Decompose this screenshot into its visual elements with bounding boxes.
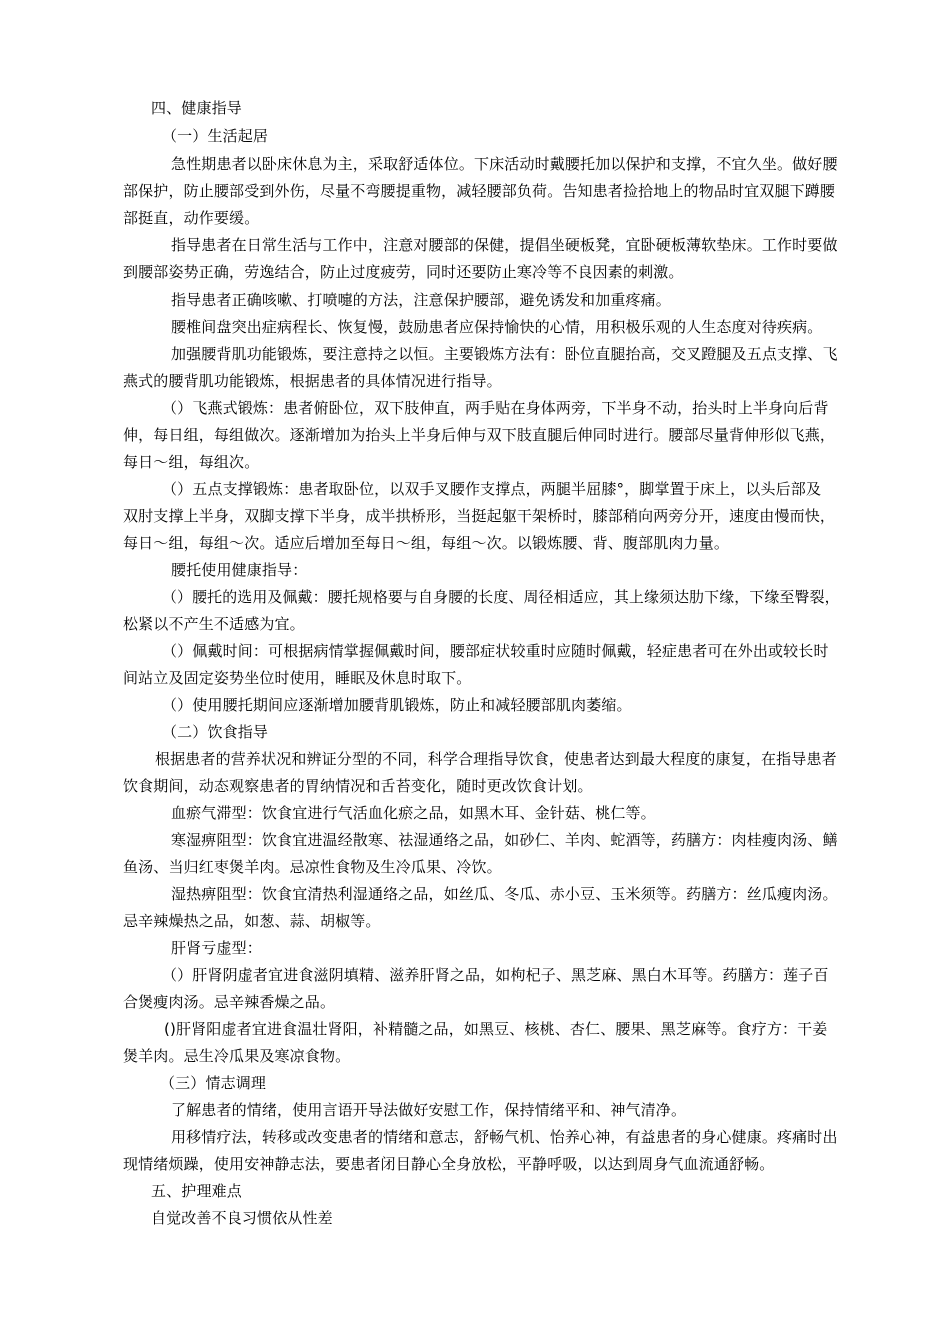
text-line: 合煲瘦肉汤。忌辛辣香燥之品。 xyxy=(123,993,336,1011)
text-line: 松紧以不产生不适感为宜。 xyxy=(123,615,305,633)
text-line: 部保护，防止腰部受到外伤，尽量不弯腰提重物，减轻腰部负荷。告知患者捡拾地上的物品时宜双腿下蹲腰 xyxy=(123,182,836,200)
text-line: 血瘀气滞型：饮食宜进行气活血化瘀之品，如黑木耳、金针菇、桃仁等。 xyxy=(171,804,656,822)
text-line: 鱼汤、当归红枣煲羊肉。忌凉性食物及生冷瓜果、冷饮。 xyxy=(123,858,502,876)
subheading-diet: （二）饮食指导 xyxy=(162,723,269,741)
text-line: 用移情疗法，转移或改变患者的情绪和意志，舒畅气机、怡养心神，有益患者的身心健康。疼痛时出 xyxy=(171,1128,838,1146)
text-line: 燕式的腰背肌功能锻炼，根据患者的具体情况进行指导。 xyxy=(123,372,502,390)
text-line: 指导患者正确咳嗽、打喷嚏的方法，注意保护腰部，避免诱发和加重疼痛。 xyxy=(171,291,671,309)
text-line: 了解患者的情绪，使用言语开导法做好安慰工作，保持情绪平和、神气清净。 xyxy=(171,1101,687,1119)
text-line: 寒湿痹阻型：饮食宜进温经散寒、祛湿通络之品，如砂仁、羊肉、蛇酒等，药膳方：肉桂瘦肉汤、鳝 xyxy=(171,831,838,849)
text-line: 忌辛辣燥热之品，如葱、蒜、胡椒等。 xyxy=(123,912,381,930)
subheading-emotion: （三）情志调理 xyxy=(160,1074,267,1092)
text-line: 间站立及固定姿势坐位时使用，睡眠及休息时取下。 xyxy=(123,669,472,687)
text-line: 急性期患者以卧床休息为主，采取舒适体位。下床活动时戴腰托加以保护和支撑，不宜久坐。做好腰 xyxy=(171,155,838,173)
text-line: 腰托使用健康指导： xyxy=(171,561,308,579)
text-line: （）肝肾阴虚者宜进食滋阴填精、滋养肝肾之品，如枸杞子、黑芝麻、黑白木耳等。药膳方：莲子百 xyxy=(162,966,829,984)
text-line: 加强腰背肌功能锻炼，要注意持之以恒。主要锻炼方法有：卧位直腿抬高，交叉蹬腿及五点支撑、飞 xyxy=(171,345,838,363)
text-line: 伸，每日组，每组做次。逐渐增加为抬头上半身后伸与双下肢直腿后伸同时进行。腰部尽量背伸形似飞燕， xyxy=(123,426,836,444)
text-line: （）飞燕式锻炼：患者俯卧位，双下肢伸直，两手贴在身体两旁，下半身不动，抬头时上半身向后背 xyxy=(162,399,829,417)
text-line: 到腰部姿势正确，劳逸结合，防止过度疲劳，同时还要防止寒冷等不良因素的刺激。 xyxy=(123,263,684,281)
text-line: （）腰托的选用及佩戴：腰托规格要与自身腰的长度、周径相适应，其上缘须达肋下缘，下缘至臀裂， xyxy=(162,588,840,606)
text-line: 煲羊肉。忌生冷瓜果及寒凉食物。 xyxy=(123,1047,351,1065)
text-line: 现情绪烦躁，使用安神静志法，要患者闭目静心全身放松，平静呼吸，以达到周身气血流通舒畅。 xyxy=(123,1155,775,1173)
text-line: 根据患者的营养状况和辨证分型的不同，科学合理指导饮食，使患者达到最大程度的康复，在指导患者 xyxy=(155,750,837,768)
text-line: 肝肾亏虚型： xyxy=(171,939,262,957)
text-line: 指导患者在日常生活与工作中，注意对腰部的保健，提倡坐硬板凳，宜卧硬板薄软垫床。工作时要做 xyxy=(171,236,838,254)
text-line: 自觉改善不良习惯依从性差 xyxy=(151,1209,333,1227)
text-line: 饮食期间，动态观察患者的胃纳情况和舌苔变化，随时更改饮食计划。 xyxy=(123,777,593,795)
text-line: 湿热痹阻型：饮食宜清热利湿通络之品，如丝瓜、冬瓜、赤小豆、玉米须等。药膳方：丝瓜瘦肉汤。 xyxy=(171,885,838,903)
text-line: 每日～组，每组～次。适应后增加至每日～组，每组～次。以锻炼腰、背、腹部肌肉力量。 xyxy=(123,534,730,552)
text-line: （）使用腰托期间应逐渐增加腰背肌锻炼，防止和减轻腰部肌肉萎缩。 xyxy=(162,696,632,714)
subheading-daily-life: （一）生活起居 xyxy=(162,127,269,145)
heading-health-guidance: 四、健康指导 xyxy=(151,99,242,117)
text-line: ()肝肾阳虚者宜进食温壮肾阳，补精髓之品，如黑豆、核桃、杏仁、腰果、黑芝麻等。食疗方：干姜 xyxy=(164,1020,828,1038)
text-line: 双肘支撑上半身，双脚支撑下半身，成半拱桥形，当挺起躯干架桥时，膝部稍向两旁分开，速度由慢而快， xyxy=(123,507,836,525)
text-line: 每日～组，每组次。 xyxy=(123,453,260,471)
text-line: 部挺直，动作要缓。 xyxy=(123,209,260,227)
text-line: （）五点支撑锻炼：患者取卧位，以双手叉腰作支撑点，两腿半屈膝°，脚掌置于床上，以头后部及 xyxy=(162,480,822,498)
heading-nursing-difficulty: 五、护理难点 xyxy=(151,1182,242,1200)
text-line: （）佩戴时间：可根据病情掌握佩戴时间，腰部症状较重时应随时佩戴，轻症患者可在外出或较长时 xyxy=(162,642,829,660)
text-line: 腰椎间盘突出症病程长、恢复慢，鼓励患者应保持愉快的心情，用积极乐观的人生态度对待疾病。 xyxy=(171,318,823,336)
